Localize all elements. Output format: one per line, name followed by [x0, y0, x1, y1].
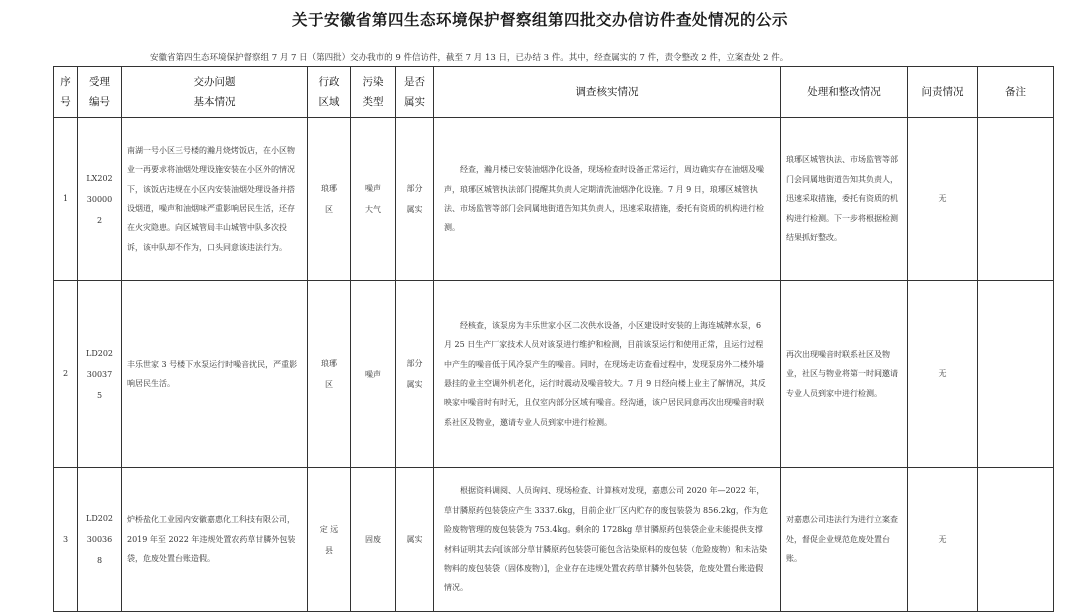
- header-handling: 处理和整改情况: [781, 67, 908, 118]
- cell-remarks: [978, 118, 1054, 281]
- header-issue: 交办问题 基本情况: [122, 67, 308, 118]
- cell-handling: 琅琊区城管执法、市场监管等部门会同属地街道告知其负责人，迅速采取措施，委托有资质的机构进行检测。下一步将根据检测结果抓好整改。: [781, 118, 908, 281]
- cell-seq: 2: [54, 281, 78, 468]
- cell-region: 琅琊 区: [308, 281, 351, 468]
- header-remarks: 备注: [978, 67, 1054, 118]
- page-subtitle: 安徽省第四生态环境保护督察组 7 月 7 日（第四批）交办我市的 9 件信访件，截至 7 月 13 日，已办结 3 件。其中，经查属实的 7 件，责令整改 2 件，立案查处 2 件。: [150, 53, 789, 63]
- cell-seq: 1: [54, 118, 78, 281]
- cell-issue: 炉桥盐化工业园内安徽嘉惠化工科技有限公司，2019 年至 2022 年违规处置农药草甘膦外包装袋，危废处置台账造假。: [122, 468, 308, 612]
- cell-accountability: 无: [908, 118, 978, 281]
- cell-issue: 丰乐世家 3 号楼下水泵运行时噪音扰民，严重影响居民生活。: [122, 281, 308, 468]
- cell-handling: 对嘉惠公司违法行为进行立案查处，督促企业规范危废处置台账。: [781, 468, 908, 612]
- cell-accountability: 无: [908, 468, 978, 612]
- header-verified: 是否 属实: [396, 67, 434, 118]
- cell-pollution: 固废: [351, 468, 396, 612]
- cell-seq: 3: [54, 468, 78, 612]
- cell-code: LX202 30000 2: [78, 118, 122, 281]
- cell-accountability: 无: [908, 281, 978, 468]
- header-seq: 序 号: [54, 67, 78, 118]
- cell-handling: 再次出现噪音时联系社区及物业，社区与物业将第一时间邀请专业人员到家中进行检测。: [781, 281, 908, 468]
- cell-issue: 南湖一号小区三号楼的瀚月烧烤饭店，在小区物业一再要求将油烟处理设施安装在小区外的情况下，该饭店违规在小区内安装油烟处理设备并搭设烟道，噪声和油烟味严重影响居民生活，还存在火灾隐患。向区城管局丰山城管中队多次投诉，该中队却不作为，口头同意该违法行为。: [122, 118, 308, 281]
- cell-pollution: 噪声: [351, 281, 396, 468]
- cell-region: 定 远 县: [308, 468, 351, 612]
- page-title: 关于安徽省第四生态环境保护督察组第四批交办信访件查处情况的公示: [291, 11, 788, 29]
- cell-verified: 部分 属实: [396, 281, 434, 468]
- cell-region: 琅琊 区: [308, 118, 351, 281]
- cell-investigation: 经查，瀚月楼已安装油烟净化设备，现场检查时设备正常运行，周边确实存在油烟及噪声，琅琊区城管执法部门提醒其负责人定期清洗油烟净化设施。7 月 9 日，琅琊区城管执法、市场监管等部门会同属地街道告知其负责人，迅速采取措施，委托有资质的机构进行检测。: [434, 118, 781, 281]
- header-investigation: 调查核实情况: [434, 67, 781, 118]
- cell-remarks: [978, 468, 1054, 612]
- header-row: [54, 67, 1054, 118]
- cell-pollution: 噪声 大气: [351, 118, 396, 281]
- table-row: [54, 118, 1054, 281]
- header-region: 行政 区域: [308, 67, 351, 118]
- table-row: [54, 281, 1054, 468]
- petition-table: [53, 66, 1054, 612]
- header-pollution: 污染 类型: [351, 67, 396, 118]
- header-code: 受理 编号: [78, 67, 122, 118]
- cell-verified: 属实: [396, 468, 434, 612]
- cell-verified: 部分 属实: [396, 118, 434, 281]
- cell-code: LD202 30036 8: [78, 468, 122, 612]
- table-row: [54, 468, 1054, 612]
- cell-code: LD202 30037 5: [78, 281, 122, 468]
- cell-investigation: 根据资料调阅、人员询问、现场检查、计算核对发现，嘉惠公司 2020 年—2022 年，草甘膦原药包装袋应产生 3337.6kg，目前企业厂区内贮存的废包装袋为 856.2kg，作为危险废物管理的废包装袋为 753.4kg。剩余的 1728kg 草甘膦原药包装袋企业未能提供支撑材料证明其去向[该部分草甘膦原药包装袋可能包含沾染原料的废包装（危险废物）和未沾染物料的废包装袋（固体废物）]，企业存在违规处置农药草甘膦外包装袋，危废处置台账造假情况。: [434, 468, 781, 612]
- cell-remarks: [978, 281, 1054, 468]
- header-accountability: 问责情况: [908, 67, 978, 118]
- cell-investigation: 经核查，该泵房为丰乐世家小区二次供水设备，小区建设时安装的上海连城牌水泵，6 月 25 日生产厂家技术人员对该泵进行维护和检测，目前该泵运行和使用正常，且运行过程中产生的噪音低于风冷泵产生的噪音。同时，在现场走访查看过程中，发现泵房外二楼外墙悬挂的业主空调外机老化，运行时震动及噪音较大。7 月 9 日经向楼上业主了解情况，其反映家中噪音时有时无，且仅室内部分区域有噪音。经沟通，该户居民同意再次出现噪音时联系社区及物业，邀请专业人员到家中进行检测。: [434, 281, 781, 468]
